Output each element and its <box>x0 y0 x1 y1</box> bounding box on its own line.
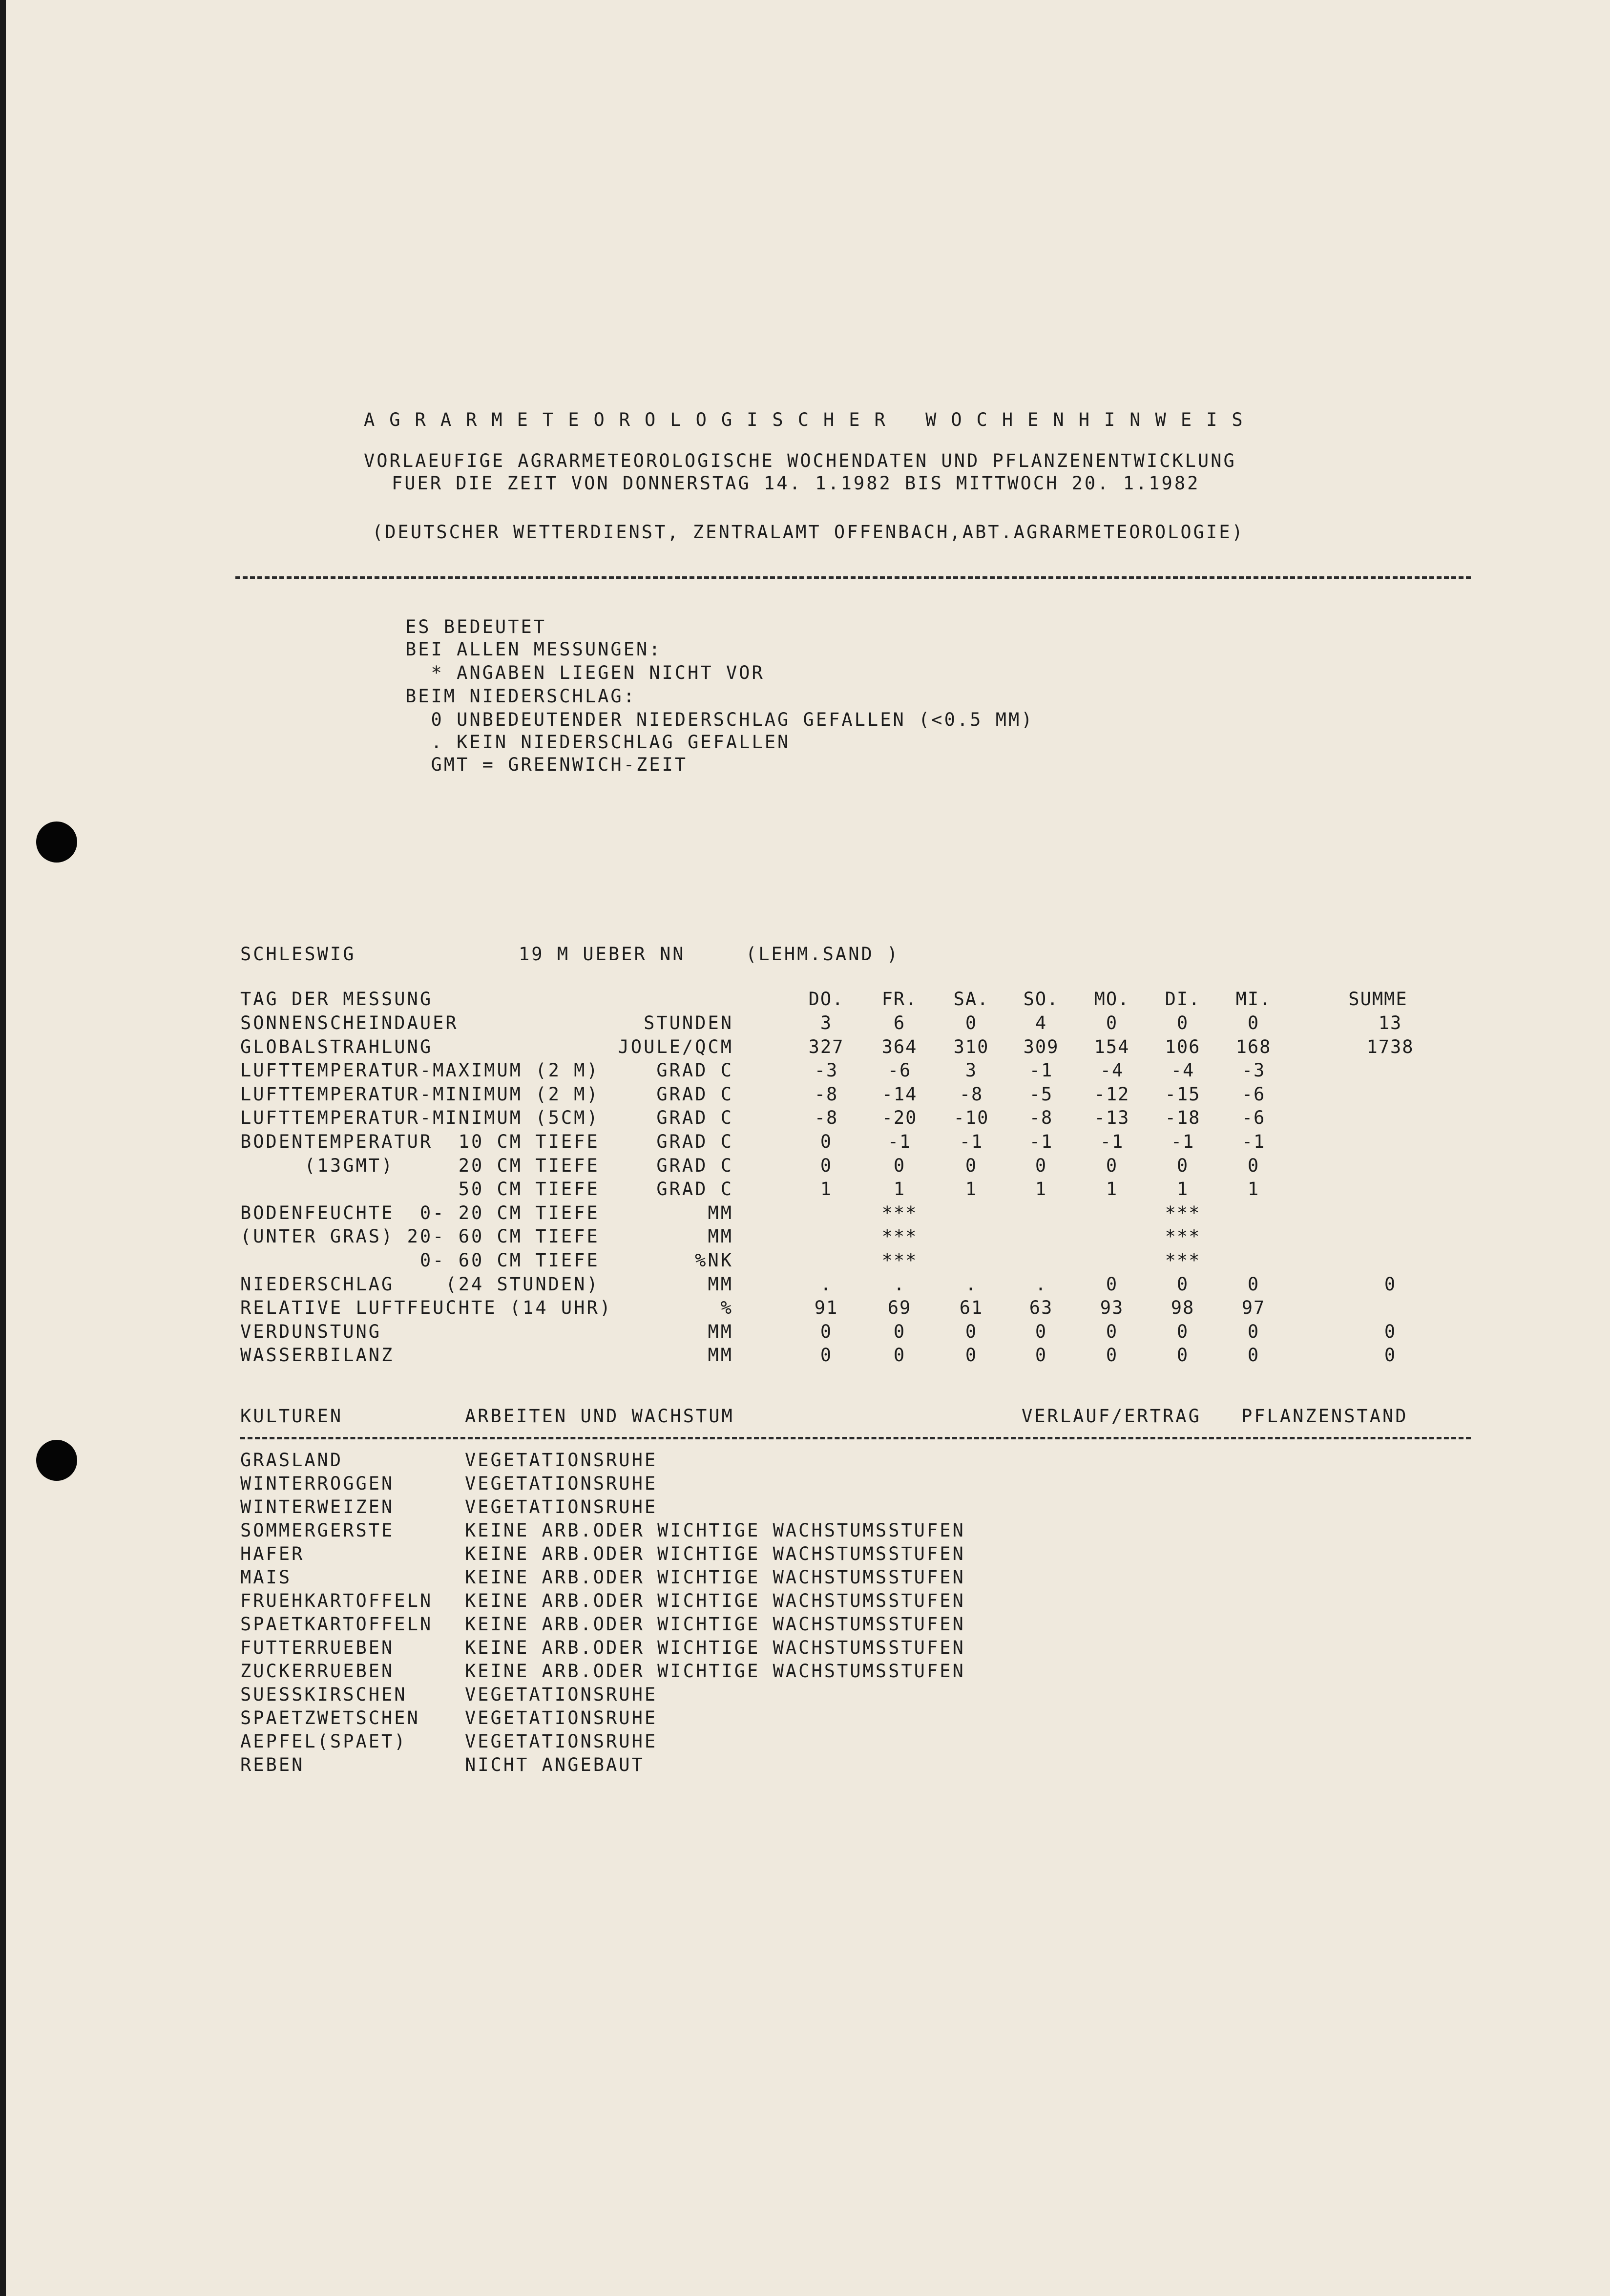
measurement-unit: MM <box>708 1321 733 1342</box>
crop-activity: VEGETATIONSRUHE <box>465 1707 658 1728</box>
measurement-value: 0 <box>1035 1345 1047 1366</box>
measurement-value: 3 <box>820 1012 833 1033</box>
legend-line: ES BEDEUTET <box>405 616 547 637</box>
measurement-value: 0 <box>1106 1012 1118 1033</box>
crop-list <box>6 0 1610 2296</box>
measurement-value: *** <box>1165 1226 1201 1247</box>
crop-activity: VEGETATIONSRUHE <box>465 1731 658 1752</box>
day-header: DI. <box>1165 989 1201 1010</box>
measurement-unit: GRAD C <box>656 1107 733 1128</box>
measurement-value: 106 <box>1165 1036 1201 1057</box>
measurement-value: -1 <box>1171 1131 1195 1152</box>
measurement-value: 310 <box>953 1036 989 1057</box>
crop-name: SPAETKARTOFFELN <box>240 1614 433 1635</box>
measurement-value: -14 <box>881 1084 918 1105</box>
day-header: FR. <box>881 989 918 1010</box>
crop-name: WINTERROGGEN <box>240 1473 395 1494</box>
crop-name: SUESSKIRSCHEN <box>240 1684 407 1705</box>
crop-name: HAFER <box>240 1543 305 1564</box>
measurement-label: NIEDERSCHLAG (24 STUNDEN) <box>240 1274 600 1295</box>
measurement-value: 0 <box>1035 1155 1047 1176</box>
measurement-value: *** <box>1165 1250 1201 1271</box>
measurement-value: 0 <box>1247 1345 1260 1366</box>
measurement-value: 0 <box>965 1012 978 1033</box>
crop-name: REBEN <box>240 1754 305 1775</box>
crop-name: FRUEHKARTOFFELN <box>240 1590 433 1611</box>
measurement-value: -3 <box>1241 1060 1266 1081</box>
station-name: SCHLESWIG <box>240 944 356 965</box>
crop-activity: KEINE ARB.ODER WICHTIGE WACHSTUMSSTUFEN <box>465 1543 965 1564</box>
measurement-label: VERDUNSTUNG <box>240 1321 382 1342</box>
measurement-value: 1 <box>1106 1179 1118 1200</box>
day-header: DO. <box>808 989 844 1010</box>
sum-header: SUMME <box>1348 989 1408 1010</box>
measurement-unit: GRAD C <box>656 1131 733 1152</box>
measurement-value: . <box>893 1274 906 1295</box>
crop-activity: KEINE ARB.ODER WICHTIGE WACHSTUMSSTUFEN <box>465 1637 965 1658</box>
measurement-label: LUFTTEMPERATUR-MINIMUM (2 M) <box>240 1084 600 1105</box>
crop-name: SPAETZWETSCHEN <box>240 1707 420 1728</box>
measurement-label: RELATIVE LUFTFEUCHTE (14 UHR) <box>240 1297 613 1318</box>
measurement-value: 0 <box>965 1155 978 1176</box>
report-subtitle: VORLAEUFIGE AGRARMETEOROLOGISCHE WOCHENDATEN UND PFLANZENENTWICKLUNG <box>364 450 1236 471</box>
measurement-label: (UNTER GRAS) 20- 60 CM TIEFE <box>240 1226 600 1247</box>
measurement-value: -5 <box>1029 1084 1053 1105</box>
measurement-value: 93 <box>1100 1297 1124 1318</box>
measurement-value: 0 <box>1106 1274 1118 1295</box>
crop-name: WINTERWEIZEN <box>240 1496 395 1517</box>
measurement-unit: MM <box>708 1274 733 1295</box>
measurement-value: 98 <box>1171 1297 1195 1318</box>
measurement-value: 1 <box>820 1179 833 1200</box>
measurement-value: 0 <box>965 1345 978 1366</box>
measurement-value: -1 <box>1100 1131 1124 1152</box>
crop-name: AEPFEL(SPAET) <box>240 1731 407 1752</box>
crop-activity: KEINE ARB.ODER WICHTIGE WACHSTUMSSTUFEN <box>465 1661 965 1682</box>
measurement-value: *** <box>881 1226 918 1247</box>
table-header-label: TAG DER MESSUNG <box>240 989 433 1010</box>
station-soil: (LEHM.SAND ) <box>746 944 900 965</box>
measurement-value: 0 <box>820 1345 833 1366</box>
measurement-label: 50 CM TIEFE <box>240 1179 600 1200</box>
crop-name: FUTTERRUEBEN <box>240 1637 395 1658</box>
crop-name: ZUCKERRUEBEN <box>240 1661 395 1682</box>
crop-activity: VEGETATIONSRUHE <box>465 1473 658 1494</box>
crop-activity: KEINE ARB.ODER WICHTIGE WACHSTUMSSTUFEN <box>465 1567 965 1588</box>
measurement-value: -8 <box>1029 1107 1053 1128</box>
station-height: 19 M UEBER NN <box>519 944 686 965</box>
measurement-value: -1 <box>1029 1060 1053 1081</box>
measurement-value: -8 <box>814 1084 838 1105</box>
measurement-value: -4 <box>1171 1060 1195 1081</box>
measurement-unit: % <box>720 1297 733 1318</box>
measurement-value: 1 <box>1176 1179 1189 1200</box>
measurement-value: 0 <box>820 1321 833 1342</box>
measurement-value: -1 <box>959 1131 983 1152</box>
day-header: SO. <box>1023 989 1059 1010</box>
measurement-value: 0 <box>1106 1321 1118 1342</box>
measurement-value: 154 <box>1094 1036 1130 1057</box>
measurement-value: 0 <box>1176 1274 1189 1295</box>
report-source: (DEUTSCHER WETTERDIENST, ZENTRALAMT OFFENBACH,ABT.AGRARMETEOROLOGIE) <box>372 522 1245 543</box>
document-page <box>6 0 1610 2296</box>
measurement-value: 0 <box>1176 1012 1189 1033</box>
legend-line: . KEIN NIEDERSCHLAG GEFALLEN <box>405 732 791 753</box>
measurement-unit: MM <box>708 1202 733 1223</box>
measurement-value: 0 <box>1176 1155 1189 1176</box>
measurement-value: 0 <box>965 1321 978 1342</box>
measurement-unit: MM <box>708 1226 733 1247</box>
measurement-label: GLOBALSTRAHLUNG <box>240 1036 433 1057</box>
measurement-label: LUFTTEMPERATUR-MAXIMUM (2 M) <box>240 1060 600 1081</box>
measurement-sum: 0 <box>1384 1321 1397 1342</box>
measurement-value: -3 <box>814 1060 838 1081</box>
crop-activity: VEGETATIONSRUHE <box>465 1684 658 1705</box>
measurement-value: 3 <box>965 1060 978 1081</box>
measurement-unit: JOULE/QCM <box>618 1036 733 1057</box>
crops-header-verlauf: VERLAUF/ERTRAG <box>1022 1406 1201 1427</box>
crops-header-kulturen: KULTUREN <box>240 1406 343 1427</box>
measurement-value: 0 <box>1106 1155 1118 1176</box>
measurement-value: . <box>965 1274 978 1295</box>
measurement-value: 91 <box>814 1297 838 1318</box>
measurement-unit: GRAD C <box>656 1060 733 1081</box>
report-title: AGRARMETEOROLOGISCHER WOCHENHINWEIS <box>364 409 1257 430</box>
measurement-value: -18 <box>1165 1107 1201 1128</box>
measurement-unit: GRAD C <box>656 1084 733 1105</box>
measurement-value: -12 <box>1094 1084 1130 1105</box>
measurement-value: *** <box>1165 1202 1201 1223</box>
legend-line: BEI ALLEN MESSUNGEN: <box>405 639 662 660</box>
measurement-value: -6 <box>1241 1084 1266 1105</box>
crop-activity: VEGETATIONSRUHE <box>465 1450 658 1471</box>
measurement-value: -1 <box>1029 1131 1053 1152</box>
crop-activity: KEINE ARB.ODER WICHTIGE WACHSTUMSSTUFEN <box>465 1614 965 1635</box>
measurement-value: 63 <box>1029 1297 1053 1318</box>
measurement-value: -1 <box>887 1131 912 1152</box>
legend-line: 0 UNBEDEUTENDER NIEDERSCHLAG GEFALLEN (<0.5 MM) <box>405 709 1034 730</box>
crop-activity: KEINE ARB.ODER WICHTIGE WACHSTUMSSTUFEN <box>465 1590 965 1611</box>
measurement-value: 61 <box>959 1297 983 1318</box>
measurement-value: -1 <box>1241 1131 1266 1152</box>
crop-name: MAIS <box>240 1567 292 1588</box>
measurement-value: 0 <box>1176 1321 1189 1342</box>
crop-activity: KEINE ARB.ODER WICHTIGE WACHSTUMSSTUFEN <box>465 1520 965 1541</box>
measurement-value: 168 <box>1235 1036 1272 1057</box>
measurement-value: 0 <box>893 1155 906 1176</box>
measurement-value: 6 <box>893 1012 906 1033</box>
measurement-value: 1 <box>1247 1179 1260 1200</box>
crop-activity: NICHT ANGEBAUT <box>465 1754 645 1775</box>
measurement-value: 4 <box>1035 1012 1047 1033</box>
measurement-sum: 13 <box>1378 1012 1402 1033</box>
measurement-value: 1 <box>1035 1179 1047 1200</box>
measurement-value: 0 <box>1247 1155 1260 1176</box>
measurement-value: 0 <box>1247 1321 1260 1342</box>
measurement-value: 0 <box>1176 1345 1189 1366</box>
measurement-unit: STUNDEN <box>644 1012 733 1033</box>
day-header: MI. <box>1235 989 1272 1010</box>
measurement-label: WASSERBILANZ <box>240 1345 395 1366</box>
crop-name: GRASLAND <box>240 1450 343 1471</box>
crop-name: SOMMERGERSTE <box>240 1520 395 1541</box>
measurement-value: 0 <box>1247 1012 1260 1033</box>
report-period: FUER DIE ZEIT VON DONNERSTAG 14. 1.1982 BIS MITTWOCH 20. 1.1982 <box>392 473 1200 494</box>
measurement-value: -20 <box>881 1107 918 1128</box>
legend-line: BEIM NIEDERSCHLAG: <box>405 686 636 707</box>
measurement-label: 0- 60 CM TIEFE <box>240 1250 600 1271</box>
measurement-value: 0 <box>1035 1321 1047 1342</box>
measurement-label: BODENFEUCHTE 0- 20 CM TIEFE <box>240 1202 600 1223</box>
measurement-value: 1 <box>965 1179 978 1200</box>
measurement-value: 1 <box>893 1179 906 1200</box>
crop-activity: VEGETATIONSRUHE <box>465 1496 658 1517</box>
measurement-value: *** <box>881 1202 918 1223</box>
measurement-value: *** <box>881 1250 918 1271</box>
measurement-unit: MM <box>708 1345 733 1366</box>
measurement-value: 69 <box>887 1297 912 1318</box>
measurement-value: . <box>820 1274 833 1295</box>
measurement-sum: 0 <box>1384 1274 1397 1295</box>
measurement-value: . <box>1035 1274 1047 1295</box>
measurement-value: 0 <box>1247 1274 1260 1295</box>
measurement-value: -15 <box>1165 1084 1201 1105</box>
measurement-label: (13GMT) 20 CM TIEFE <box>240 1155 600 1176</box>
measurement-value: 327 <box>808 1036 844 1057</box>
measurement-value: 97 <box>1241 1297 1266 1318</box>
measurement-value: -6 <box>887 1060 912 1081</box>
legend-line: GMT = GREENWICH-ZEIT <box>405 754 688 775</box>
measurement-value: 0 <box>1106 1345 1118 1366</box>
measurement-unit: GRAD C <box>656 1179 733 1200</box>
measurement-value: 0 <box>893 1321 906 1342</box>
measurement-value: 0 <box>820 1155 833 1176</box>
measurement-value: -8 <box>814 1107 838 1128</box>
measurement-value: 309 <box>1023 1036 1059 1057</box>
measurement-sum: 1738 <box>1366 1036 1414 1057</box>
measurement-label: SONNENSCHEINDAUER <box>240 1012 459 1033</box>
measurement-value: 0 <box>820 1131 833 1152</box>
crops-header-arbeiten: ARBEITEN UND WACHSTUM <box>465 1406 734 1427</box>
measurement-unit: GRAD C <box>656 1155 733 1176</box>
measurement-value: -8 <box>959 1084 983 1105</box>
day-header: SA. <box>953 989 989 1010</box>
measurement-sum: 0 <box>1384 1345 1397 1366</box>
measurement-value: -4 <box>1100 1060 1124 1081</box>
measurement-value: -10 <box>953 1107 989 1128</box>
measurement-value: 0 <box>893 1345 906 1366</box>
crops-header-stand: PFLANZENSTAND <box>1241 1406 1408 1427</box>
measurement-label: LUFTTEMPERATUR-MINIMUM (5CM) <box>240 1107 600 1128</box>
measurement-value: 364 <box>881 1036 918 1057</box>
measurement-value: -13 <box>1094 1107 1130 1128</box>
measurement-label: BODENTEMPERATUR 10 CM TIEFE <box>240 1131 600 1152</box>
measurement-value: -6 <box>1241 1107 1266 1128</box>
measurement-unit: %NK <box>695 1250 733 1271</box>
legend-line: * ANGABEN LIEGEN NICHT VOR <box>405 662 765 683</box>
day-header: MO. <box>1094 989 1130 1010</box>
